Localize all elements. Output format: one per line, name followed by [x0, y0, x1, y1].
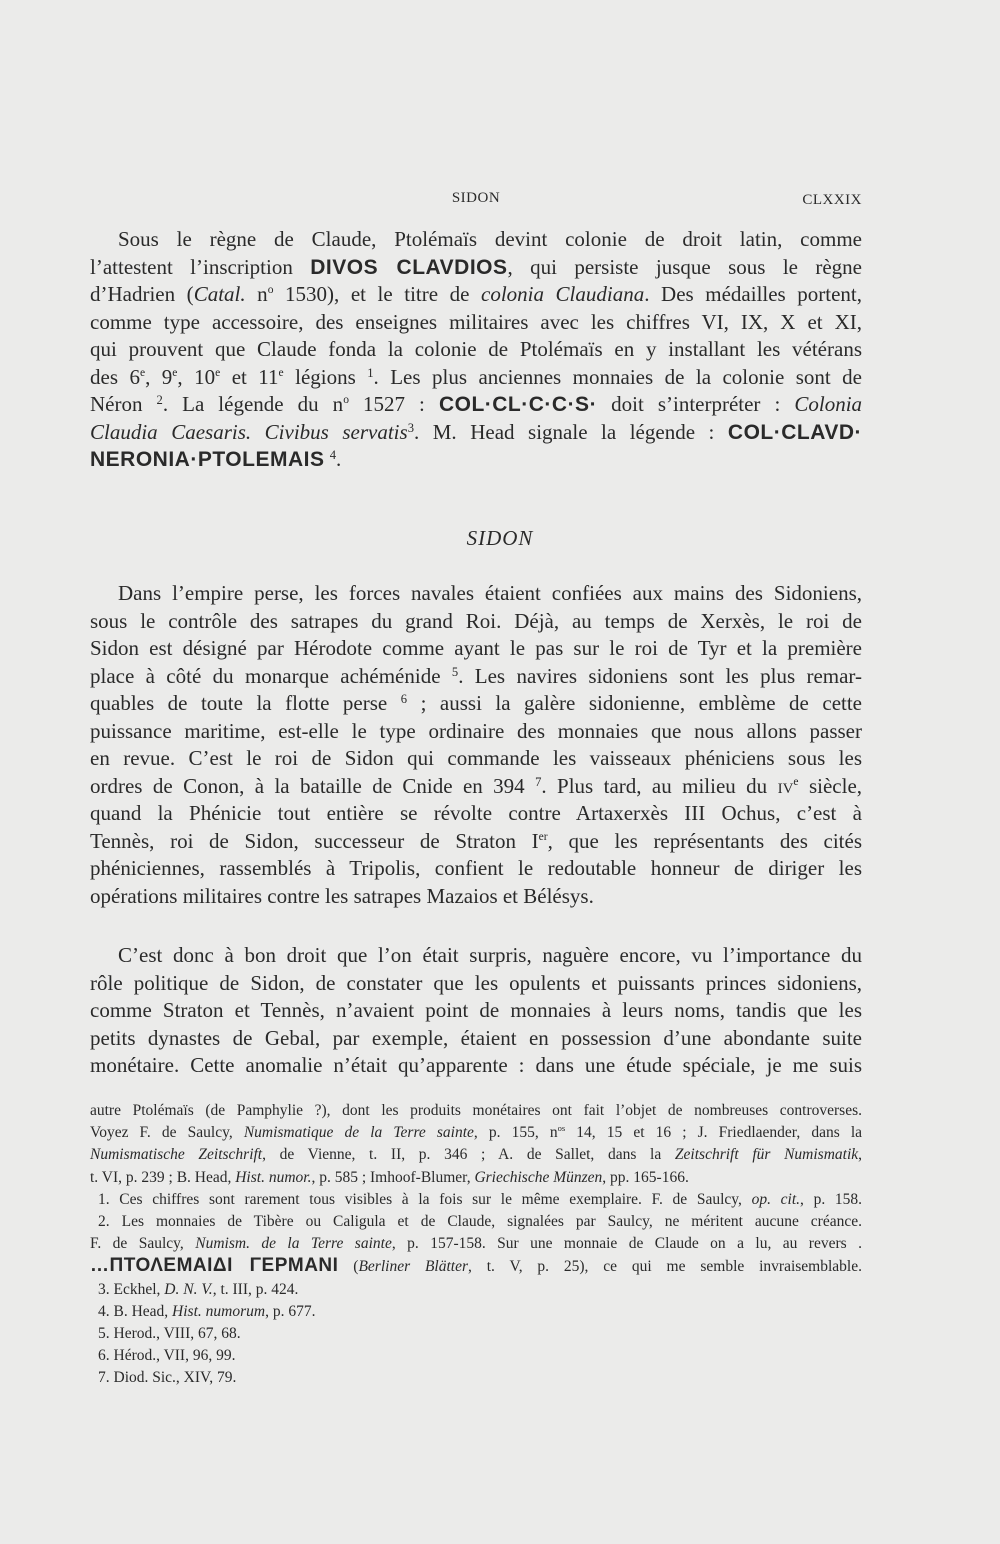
inscription-col-clavd: COL·CLAVD· [727, 420, 863, 444]
text-line: C’est donc à bon droit que l’on était surpris, naguère encore, vu l’importance du [118, 943, 862, 967]
text-line: phéniciennes, rassemblés à Tripolis, confient le redoutable honneur de diriger les [90, 856, 862, 880]
text-line: l’attestent l’inscription DIVOS CLAVDIOS, qui persiste jusque sous le règne [90, 254, 862, 279]
running-head-title: SIDON [451, 190, 501, 206]
text-line: opérations militaires contre les satrapes Mazaios et Bélésys. [90, 883, 594, 908]
text-line: quables de toute la flotte perse $^6$ ; aussi la galère sidonienne, emblème de cette [90, 691, 863, 715]
text-line: petits dynastes de Gebal, par exemple, étaient en possession d’une abondante suite [90, 1025, 862, 1050]
footnote-1: 1. Ces chiffres sont rarement tous visibles à la fois sur le même exemplaire. F. de Saulcy, op. cit., p. 158. [98, 1190, 863, 1208]
text-line: Claudia Caesaris. Civibus servatis$^3$. M. Head signale la légende : COL·CLAVD· [90, 419, 863, 444]
footnote-2-cont: F. de Saulcy, Numism. de la Terre sainte, p. 157-158. Sur une monnaie de Claude on a lu, au revers . [90, 1235, 862, 1253]
text-line: qui prouvent que Claude fonda la colonie de Ptolémaïs en y installant les vétérans [90, 337, 862, 361]
section-title: SIDON [466, 526, 534, 550]
text-line: Néron $^2$. La légende du $n^o$ 1527 : COL·CL·C·C·S· doit s’interpréter : Colonia [90, 392, 863, 416]
text-line: Tennès, roi de Sidon, successeur de Straton Ier, que les représentants des cités [90, 828, 862, 853]
text-line: rôle politique de Sidon, de constater que les opulents et puissants princes sidoniens, [90, 970, 862, 995]
text-line: Sous le règne de Claude, Ptolémaïs devint colonie de droit latin, comme [118, 227, 862, 251]
footnote-continuation: Numismatische Zeitschrift, de Vienne, t. II, p. 346 ; A. de Sallet, dans la Zeitschrift für Numismatik, [90, 1146, 863, 1164]
footnote-continuation: Voyez F. de Saulcy, Numismatique de la Terre sainte, p. 155, $n^{os}$ 14, 15 et 16 ; J. Friedlaender, dans la [90, 1123, 863, 1142]
footnote-continuation: t. VI, p. 239 ; B. Head, Hist. numor., p. 585 ; Imhoof-Blumer, Griechische Münzen, pp. 165-166. [90, 1168, 689, 1186]
footnote-ref[interactable]: 2 [156, 393, 163, 408]
inscription-neronia-ptolemais: NERONIA·PTOLEMAIS [90, 448, 325, 471]
text-line: en revue. C’est le roi de Sidon qui commande les vaisseaux phéniciens sous les [90, 746, 862, 770]
text-line: Dans l’empire perse, les forces navales étaient confiées aux mains des Sidoniens, [118, 581, 862, 605]
text-line: quand la Phénicie tout entière se révolte contre Artaxerxès III Ochus, c’est à [90, 801, 862, 825]
text-line: des 6e, 9e, 10e et 11e légions $^1$. Les plus anciennes monnaies de la colonie sont de [90, 364, 862, 389]
footnote-4: 4. B. Head, Hist. numorum, p. 677. [98, 1302, 316, 1320]
text-line: ordres de Conon, à la bataille de Cnide en 394 $^7$. Plus tard, au milieu du $iv^e$ siècle, [90, 773, 863, 798]
paragraph-sidon-navy [90, 580, 862, 910]
text-line: d’Hadrien (Catal. $n^o$ 1530), et le titre de colonia Claudiana. Des médailles portent, [90, 282, 863, 306]
footnote-ref[interactable]: 3 [407, 420, 414, 435]
footnote-5: 5. Herod., VIII, 67, 68. [98, 1325, 241, 1343]
footnote-continuation: autre Ptolémaïs (de Pamphylie ?), dont les produits monétaires ont fait l’objet de nombreuses controverses. [90, 1102, 862, 1119]
inscription-col-cl: COL·CL·C·C·S· [438, 393, 598, 416]
footnote-ref[interactable]: 6 [400, 692, 408, 707]
footnotes [90, 1100, 862, 1390]
footnote-ref[interactable]: 4 [329, 448, 337, 463]
text-line: sous le contrôle des satrapes du grand Roi. Déjà, au temps de Xerxès, le roi de [90, 608, 862, 633]
footnote-2-cont: …ΠΤΟΛΕΜΑΙΔΙ ΓΕΡΜΑΝΙ (Berliner Blätter, t. V, p. 25), ce qui me semble invraisemblable. [90, 1255, 862, 1277]
text-line: comme Straton et Tennès, n’avaient point de monnaies à leurs noms, tandis que les [90, 998, 862, 1022]
footnote-6: 6. Hérod., VII, 96, 99. [98, 1347, 236, 1365]
text-line: comme type accessoire, des enseignes militaires avec les chiffres VI, IX, X et XI, [90, 309, 862, 334]
inscription-divos-claudios: DIVOS CLAVDIOS [310, 255, 508, 279]
page-number: CLXXIX [802, 192, 862, 208]
text-line: Sidon est désigné par Hérodote comme ayant le pas sur le roi de Tyr et la première [90, 636, 862, 660]
footnote-7: 7. Diod. Sic., XIV, 79. [98, 1369, 237, 1387]
footnote-ref[interactable]: 5 [451, 664, 459, 679]
running-head [90, 188, 862, 212]
paragraph-sidon-coinage [90, 942, 862, 1080]
paragraph-claudius [90, 226, 862, 474]
footnote-3: 3. Eckhel, D. N. V., t. III, p. 424. [98, 1280, 299, 1298]
text-line: monétaire. Cette anomalie n’était qu’apparente : dans une étude spéciale, je me suis [90, 1053, 862, 1077]
footnote-ref[interactable]: 7 [535, 774, 542, 789]
text-line: place à côté du monarque achéménide $^5$. Les navires sidoniens sont les plus remar- [90, 663, 862, 688]
text-line: NERONIA·PTOLEMAIS $^4$. [90, 447, 342, 471]
text-line: puissance maritime, est-elle le type ordinaire des monnaies que nous allons passer [90, 718, 862, 743]
footnote-2: 2. Les monnaies de Tibère ou Caligula et de Claude, signalées par Saulcy, ne méritent aucune créance. [98, 1213, 862, 1231]
footnote-ref[interactable]: 1 [367, 365, 374, 380]
greek-inscription: …ΠΤΟΛΕΜΑΙΔΙ ΓΕΡΜΑΝΙ [90, 1255, 339, 1277]
